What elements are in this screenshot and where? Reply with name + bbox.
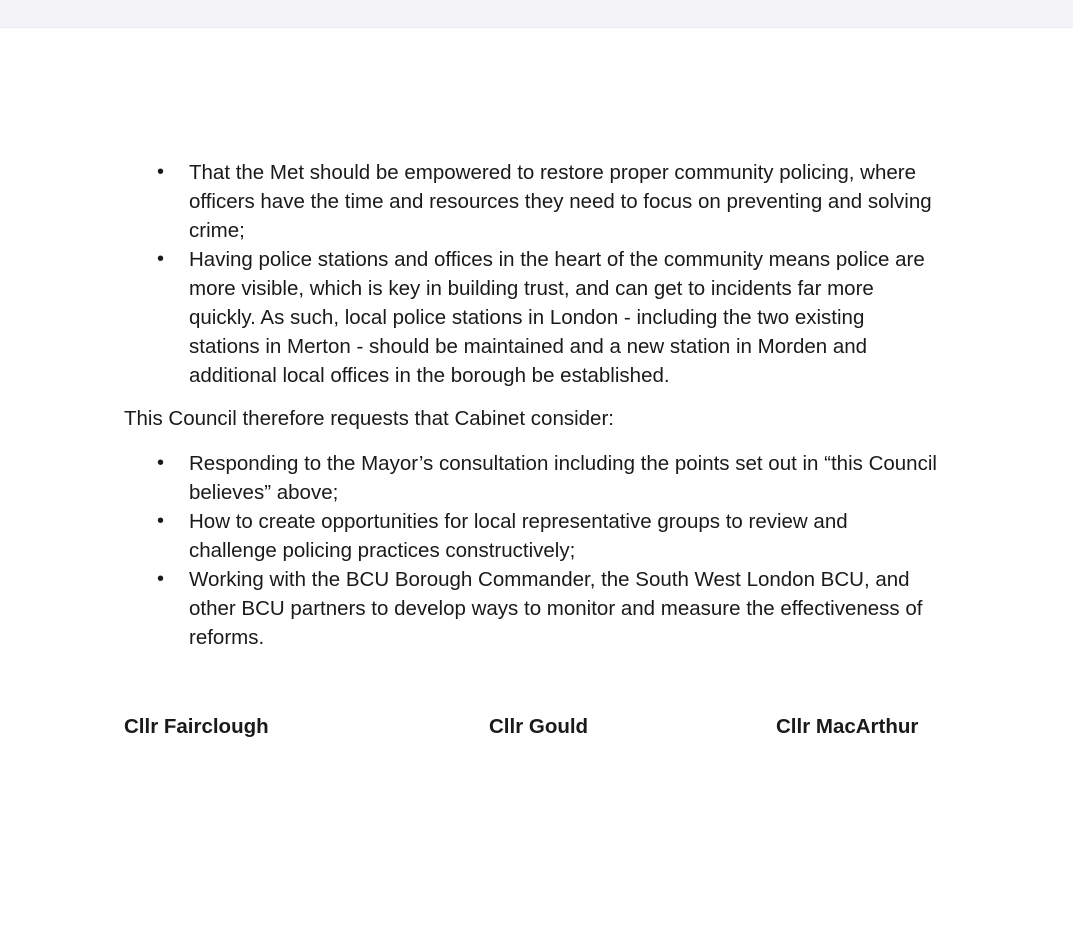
document-page [0, 28, 1073, 928]
signatory-macarthur: Cllr MacArthur [776, 715, 919, 738]
list-item [0, 245, 939, 390]
list-item [0, 507, 939, 565]
bullet-icon: • [157, 452, 165, 474]
viewer-top-bar [0, 0, 1073, 28]
list-item [0, 449, 939, 507]
bullet-icon: • [157, 568, 165, 590]
list-item-text: Having police stations and offices in the heart of the community means police are more visible, which is key in building trust, and can get to incidents far more quickly. As such, local police stations in London - including the two existing stations in Merton - should be maintained and a new station in Morden and additional local offices in the borough be established. [189, 248, 925, 387]
signatory-gould: Cllr Gould [489, 715, 589, 738]
cabinet-request-paragraph: This Council therefore requests that Cabinet consider: [124, 407, 614, 430]
list-item [0, 565, 939, 652]
bullet-icon: • [157, 248, 165, 270]
list-item-text: Working with the BCU Borough Commander, the South West London BCU, and other BCU partners to develop ways to monitor and measure the effectiveness of reforms. [189, 568, 923, 649]
list-item [0, 158, 939, 245]
bullet-icon: • [157, 161, 165, 183]
cabinet-requests-list [0, 449, 1073, 652]
bullet-icon: • [157, 510, 165, 532]
list-item-text: Responding to the Mayor’s consultation including the points set out in “this Council believes” above; [189, 452, 937, 504]
policing-beliefs-list [0, 158, 1073, 390]
list-item-text: That the Met should be empowered to restore proper community policing, where officers have the time and resources they need to focus on preventing and solving crime; [189, 161, 932, 242]
list-item-text: How to create opportunities for local representative groups to review and challenge policing practices constructively; [189, 510, 848, 562]
signatory-fairclough: Cllr Fairclough [124, 715, 269, 738]
